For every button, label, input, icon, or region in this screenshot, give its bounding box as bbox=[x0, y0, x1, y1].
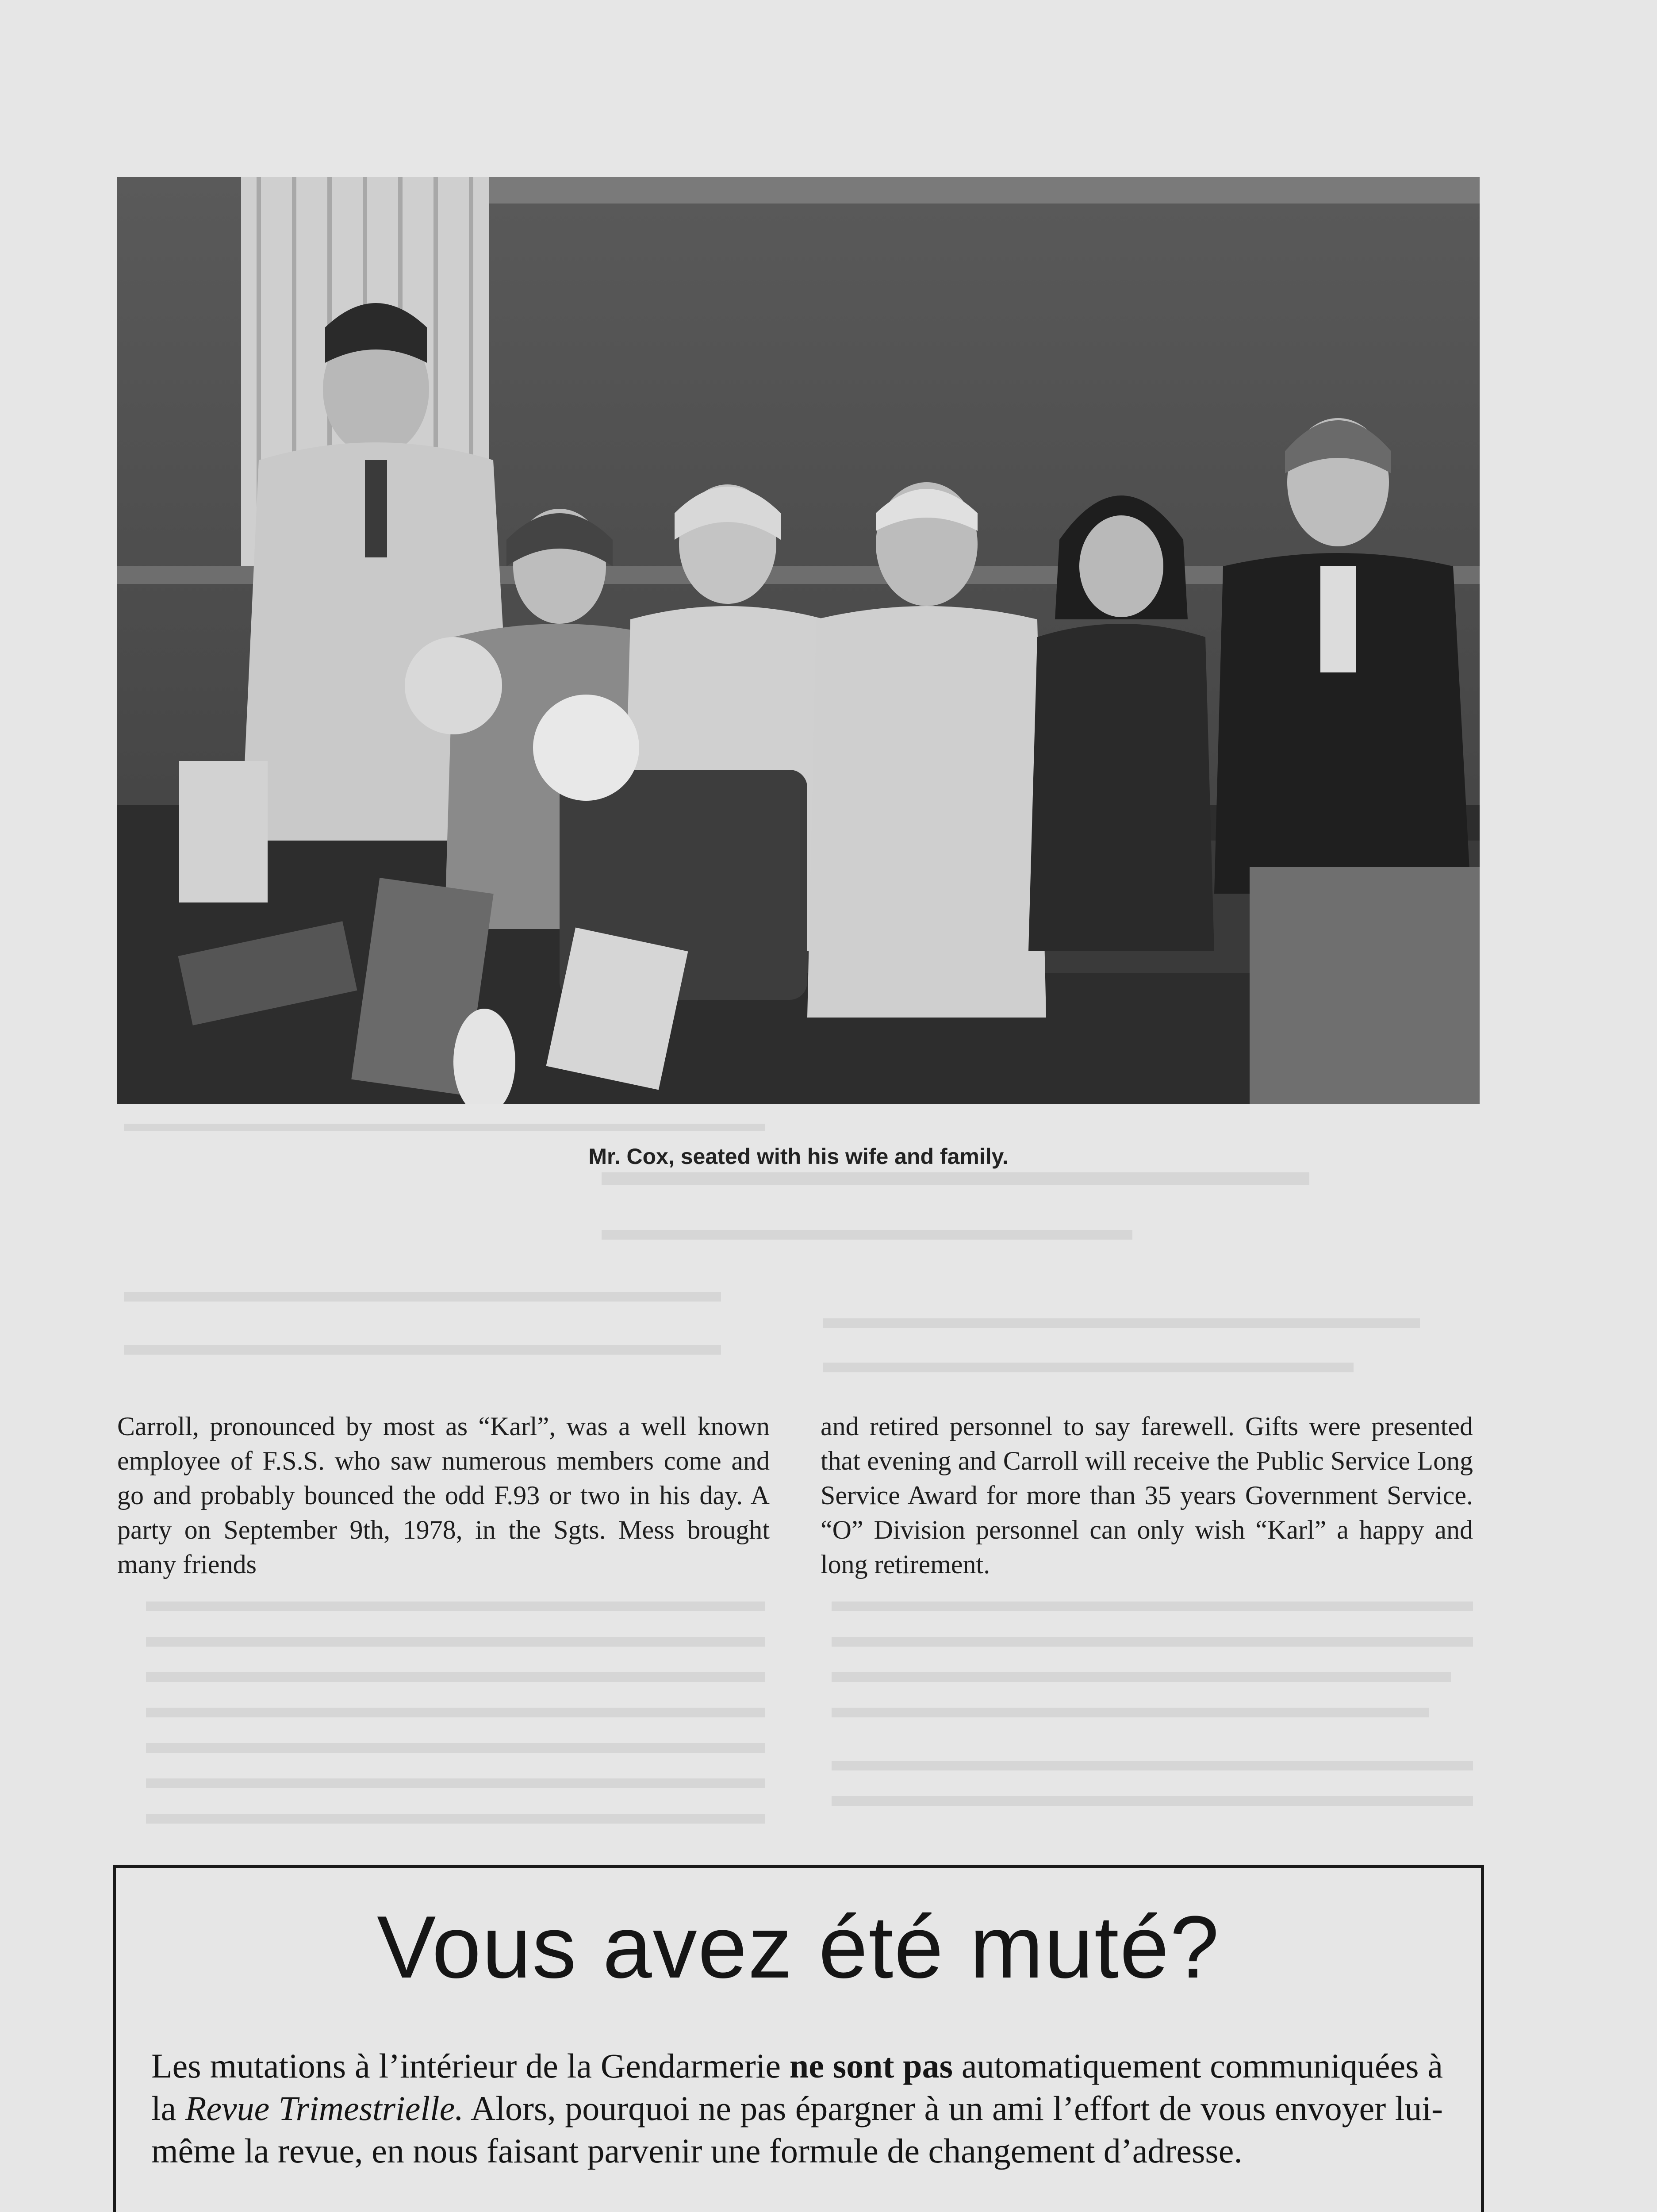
change-of-address-notice bbox=[113, 1865, 1484, 2212]
family-photograph bbox=[117, 177, 1480, 1104]
notice-text-part-1: Les mutations à l’intérieur de la Gendarmerie bbox=[151, 2047, 790, 2085]
photo-caption: Mr. Cox, seated with his wife and family. bbox=[588, 1144, 1009, 1169]
notice-text-italic: Revue Trimestrielle. bbox=[185, 2089, 464, 2128]
notice-text-part-2: automatiquement communiquées à la bbox=[151, 2047, 1443, 2128]
notice-title: Vous avez été muté? bbox=[377, 1898, 1220, 1997]
notice-body bbox=[151, 2045, 1443, 2172]
article-left-column: Carroll, pronounced by most as “Karl”, was a well known employee of F.S.S. who saw numerous members come and go and probably bounced the odd F.93 or two in his day. A party on September 9th, 1978, in the Sgts. Mess brought many friends bbox=[117, 1412, 770, 1579]
notice-text-part-3: Alors, pourquoi ne pas épargner à un ami l’effort de vous envoyer lui-même la revue, en nous faisant parvenir une formule de changement d’adresse. bbox=[151, 2089, 1443, 2170]
article-right-column: and retired personnel to say farewell. Gifts were presented that evening and Carroll will receive the Public Service Long Service Award for more than 35 years Government Service. “O” Division personnel can only wish “Karl” a happy and long retirement. bbox=[821, 1412, 1473, 1579]
photograph-image bbox=[117, 177, 1480, 1104]
notice-text-bold: ne sont pas bbox=[789, 2047, 953, 2085]
